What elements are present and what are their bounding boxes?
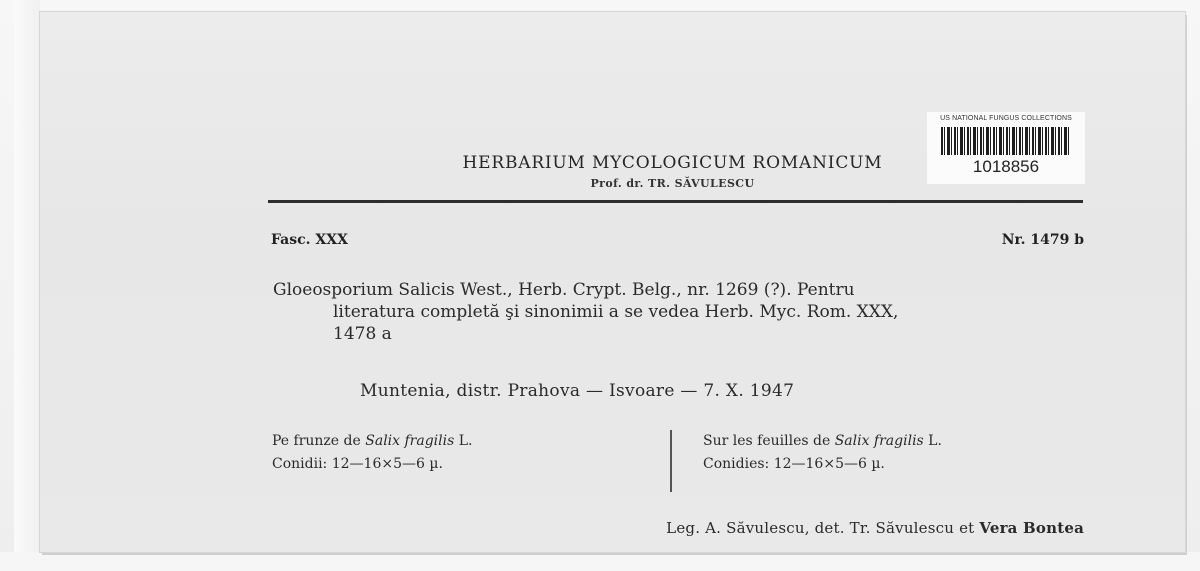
host-line-ro: Pe frunze de Salix fragilis L.	[272, 433, 473, 449]
host-name-fr: Salix fragilis	[834, 433, 924, 449]
bottom-strip	[0, 552, 1200, 571]
conidia-ro: Conidii: 12—16×5—6 µ.	[272, 456, 443, 472]
host-french	[703, 430, 1083, 476]
collector-name: Vera Bontea	[979, 519, 1084, 537]
herbarium-title: HERBARIUM MYCOLOGICUM ROMANICUM	[462, 153, 883, 173]
species-line-1: Gloeosporium Salicis West., Herb. Crypt. Belg., nr. 1269 (?). Pentru	[273, 280, 855, 300]
species-description	[273, 279, 1083, 345]
header-rule	[268, 200, 1083, 203]
paper-edge	[14, 0, 40, 571]
host-line-fr: Sur les feuilles de Salix fragilis L.	[703, 433, 942, 449]
herbarium-subtitle: Prof. dr. TR. SĂVULESCU	[590, 177, 755, 190]
barcode-number: 1018856	[972, 157, 1040, 176]
conidia-fr: Conidies: 12—16×5—6 µ.	[703, 456, 885, 472]
fascicle-label: Fasc. XXX	[271, 232, 348, 248]
specimen-number: Nr. 1479 b	[1001, 232, 1084, 248]
column-divider	[670, 430, 672, 492]
barcode-caption: US NATIONAL FUNGUS COLLECTIONS	[940, 115, 1072, 122]
host-romanian	[272, 430, 652, 476]
collector-line: Leg. A. Săvulescu, det. Tr. Săvulescu et Vera Bontea	[666, 519, 1084, 537]
species-line-2: literatura completă şi sinonimii a se vedea Herb. Myc. Rom. XXX,	[333, 302, 899, 322]
species-line-3: 1478 a	[333, 324, 392, 344]
host-name-ro: Salix fragilis	[365, 433, 455, 449]
barcode-tag	[927, 112, 1085, 184]
barcode-icon	[941, 127, 1071, 155]
locality: Muntenia, distr. Prahova — Isvoare — 7. X. 1947	[360, 381, 795, 401]
